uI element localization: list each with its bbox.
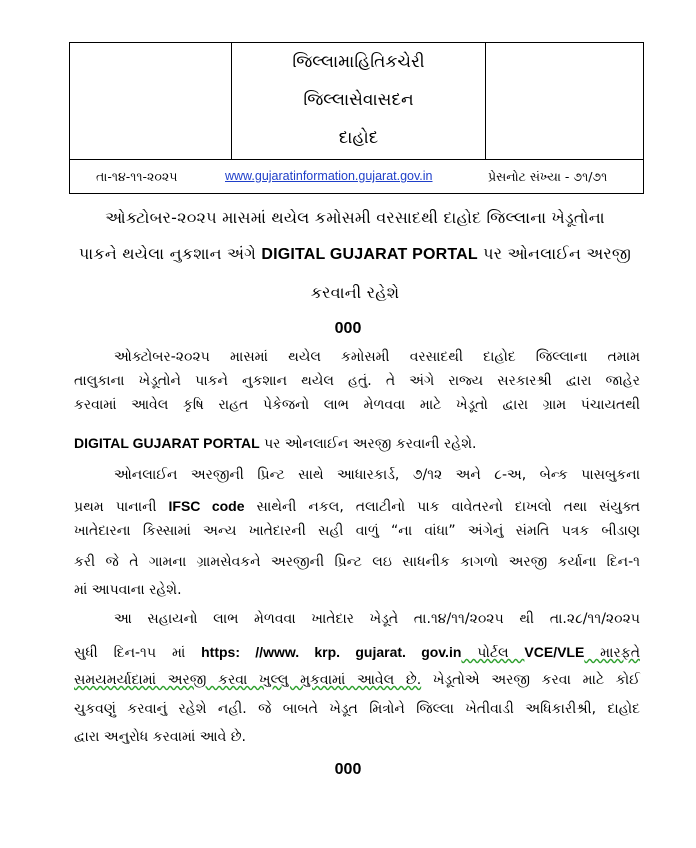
header-right-cell (485, 43, 643, 159)
header-info-row (70, 160, 643, 193)
office-city: દાહોદ (338, 128, 379, 148)
para3-line-1: આ સહાયનો લાભ મેળવવા ખાતેદાર ખેડૂતે તા.૧૪/૧૧/૨૦૨૫ થી તા.૨૮/૧૧/૨૦૨૫ (114, 611, 640, 627)
para1-line-2: તાલુકાના ખેડૂતોને પાકને નુકશાન થયેલ હતું. તે અંગે રાજ્ય સરકારશ્રી દ્વારા જાહેર (74, 373, 640, 389)
spellcheck-marked-text: સમયમર્યાદામાં અરજી કરવા ખુલ્લુ મુકવામાં આવેલ છે. (74, 672, 422, 688)
para1-line-1: ઓક્ટોબર-૨૦૨૫ માસમાં થયેલ કમોસમી વરસાદથી દાહોદ જિલ્લાના તમામ (114, 349, 640, 365)
para2-line-4: કરી જે તે ગામના ગ્રામસેવકને અરજીની પ્રિન્ટ લઇ સાધનીક કાગળો અરજી કર્યાના દિન-૧ (74, 554, 640, 570)
para3-line-3 (74, 670, 640, 690)
para3-line-4: ચુકવણું કરવાનું રહેશે નહી. જે બાબતે ખેડૂત મિત્રોને જિલ્લા ખેતીવાડી અધિકારીશ્રી, દાહોદ (74, 701, 640, 717)
headline-line-3: કરવાની રહેશે (310, 283, 400, 302)
header-table (69, 42, 644, 194)
press-date: તા-૧૪-૧૧-૨૦૨૫ (96, 169, 178, 184)
separator-top: 000 (334, 320, 362, 337)
para2-text: સાથેની નકલ, તલાટીનો પાક વાવેતરનો દાખલો તથા સંયુક્ત (244, 499, 640, 515)
portal-url: https: //www. krp. gujarat. gov.in (201, 644, 462, 660)
press-note-number: પ્રેસનોટ સંખ્યા - ૭૧/૭૧ (488, 169, 608, 184)
headline-text: પર ઓનલાઈન અરજી (477, 244, 632, 263)
office-building: જિલ્લાસેવાસદન (303, 90, 414, 110)
portal-word: પોર્ટલ (461, 645, 525, 661)
para3-text: મારફતે (584, 645, 640, 661)
para3-text: ખેડૂતોએ અરજી કરવા માટે કોઈ (421, 672, 640, 688)
vce-vle-text: VCE/VLE (524, 644, 585, 660)
header-left-cell (70, 43, 232, 159)
para2-line-1: ઓનલાઈન અરજીની પ્રિન્ટ સાથે આધારકાર્ડ, ૭/૧૨ અને ૮-અ, બેન્ક પાસબુકના (114, 467, 640, 483)
para3-line-5: દ્વારા અનુરોધ કરવામાં આવે છે. (74, 729, 247, 745)
separator-bottom: 000 (334, 761, 362, 778)
para3-line-2 (74, 642, 640, 663)
headline-line-2 (55, 244, 655, 264)
header-top-row (70, 43, 643, 160)
para1-line-4 (74, 433, 640, 454)
para1-text: પર ઓનલાઈન અરજી કરવાની રહેશે. (259, 436, 477, 452)
para2-text: પ્રથમ પાનાની (74, 499, 169, 515)
para1-line-3: કરવામાં આવેલ કૃષિ રાહત પેકેજનો લાભ મેળવવા માટે ખેડૂતો દ્વારા ગ્રામ પંચાયતથી (74, 397, 640, 413)
ifsc-code-text: IFSC code (168, 498, 245, 514)
headline-text: પાકને થયેલા નુકશાન અંગે (78, 244, 262, 263)
para2-line-5: માં આપવાના રહેશે. (74, 582, 182, 598)
portal-name: DIGITAL GUJARAT PORTAL (74, 435, 260, 451)
website-link[interactable]: www.gujaratinformation.gujarat.gov.in (225, 169, 433, 183)
para3-text: સુધી દિન-૧૫ માં (74, 645, 202, 661)
office-address-cell (232, 43, 485, 159)
para2-line-3: ખાતેદારના કિસ્સામાં અન્ય ખાતેદારની સહી વાળું “ના વાંધા” અંગેનું સંમતિ પત્રક બીડાણ (74, 523, 640, 539)
headline-portal-name: DIGITAL GUJARAT PORTAL (261, 246, 478, 263)
headline-line-1: ઓક્ટોબર-૨૦૨૫ માસમાં થયેલ કમોસમી વરસાદથી દાહોદ જિલ્લાના ખેડૂતોના (105, 208, 605, 227)
office-name: જિલ્લામાહિતિકચેરી (292, 52, 425, 72)
para2-line-2 (74, 496, 640, 517)
